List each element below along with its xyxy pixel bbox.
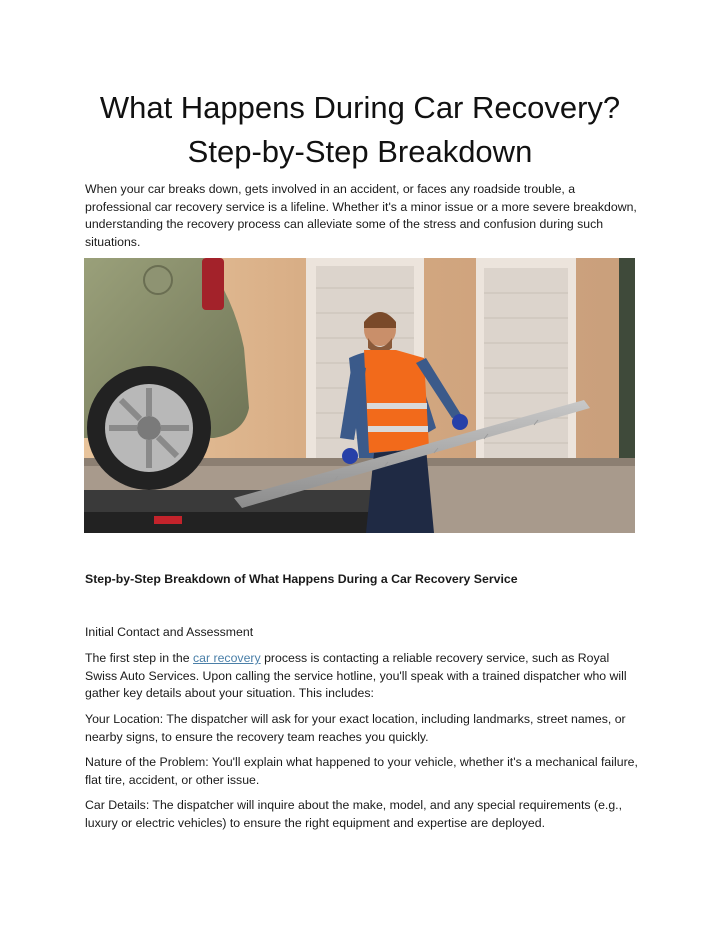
car-recovery-link[interactable]: car recovery (193, 651, 261, 665)
paragraph-text: process is contacting a reliable recovery service, such as Royal Swiss Auto Services. Upon calling the service hotline, you'll speak with a trained dispatcher who will gather key details about your situation. This includes: (85, 651, 627, 700)
section-subheading: Step-by-Step Breakdown of What Happens During a Car Recovery Service (85, 572, 518, 586)
hero-image (84, 258, 635, 533)
tail-light (202, 258, 224, 310)
title-line-2: Step-by-Step Breakdown (187, 134, 533, 169)
section-title: Initial Contact and Assessment (85, 625, 254, 639)
tow-truck-photo (84, 258, 635, 533)
paragraph-problem: Nature of the Problem: You'll explain what happened to your vehicle, whether it's a mechanical failure, flat tire, accident, or other issue. (85, 755, 638, 787)
page-title (60, 86, 660, 174)
intro-paragraph: When your car breaks down, gets involved in an accident, or faces any roadside trouble, a professional car recovery service is a lifeline. Whether it's a minor issue or a more severe breakdown, understanding the recovery process can alleviate some of the stress and confusion during such situations. (85, 182, 637, 249)
paragraph-contact (85, 650, 640, 703)
paragraph-text: The first step in the (85, 651, 193, 665)
paragraph-location: Your Location: The dispatcher will ask for your exact location, including landmarks, street names, or nearby signs, to ensure the recovery team reaches you quickly. (85, 712, 626, 744)
glove-right (452, 414, 468, 430)
paragraph-car-details: Car Details: The dispatcher will inquire about the make, model, and any special requirements (e.g., luxury or electric vehicles) to ensure the right equipment and expertise are deployed. (85, 798, 623, 830)
title-line-1: What Happens During Car Recovery? (99, 90, 621, 125)
glove-left (342, 448, 358, 464)
